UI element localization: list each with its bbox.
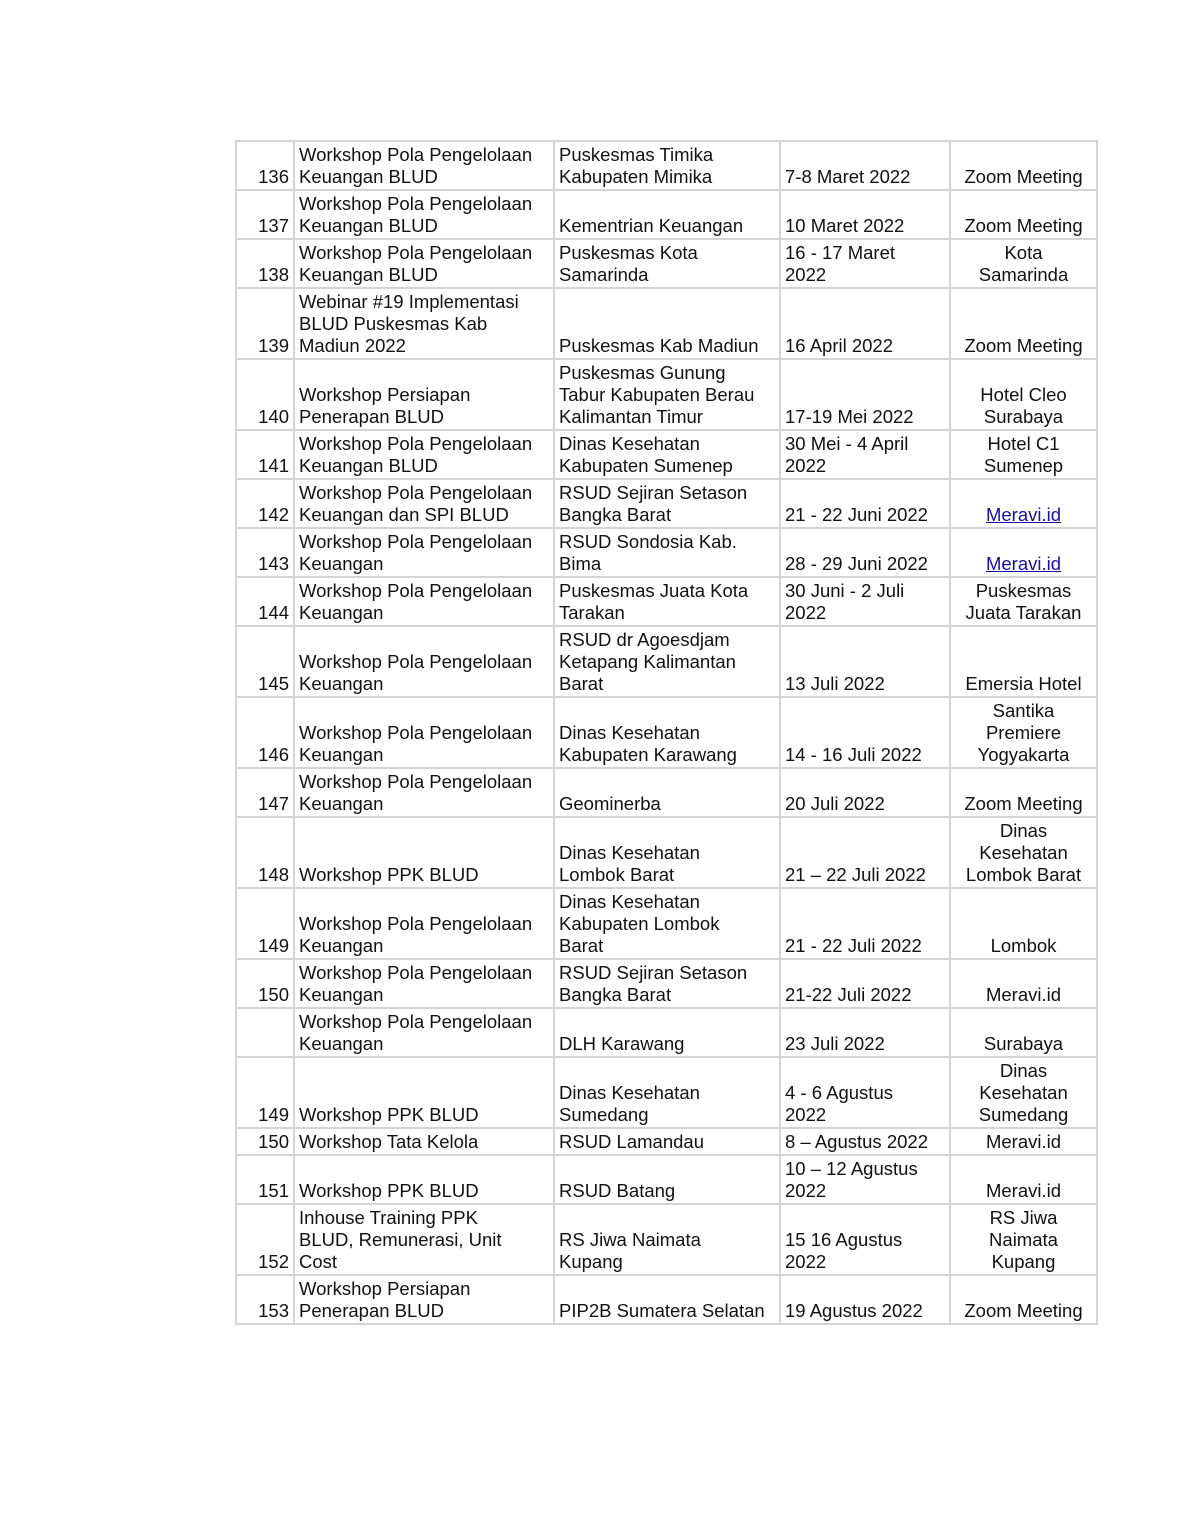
table-row [236, 1008, 1097, 1057]
event-date-cell [780, 359, 950, 430]
event-date-cell [780, 1155, 950, 1204]
venue: Santika Premiere Yogyakarta [977, 700, 1070, 765]
organizer-cell [554, 1128, 780, 1155]
organizer-cell [554, 479, 780, 528]
table-row [236, 528, 1097, 577]
organizer-cell [554, 817, 780, 888]
event-date: 23 Juli 2022 [785, 1033, 885, 1054]
venue: RS Jiwa Naimata Kupang [989, 1207, 1058, 1272]
event-name: Workshop Pola Pengelolaan Keuangan [299, 722, 533, 765]
venue: Zoom Meeting [964, 1300, 1083, 1321]
event-name: Workshop Pola Pengelolaan Keuangan BLUD [299, 193, 533, 236]
event-name-cell [294, 888, 554, 959]
organizer-cell [554, 626, 780, 697]
row-number-cell [236, 577, 294, 626]
event-name: Webinar #19 Implementasi BLUD Puskesmas Kab Madiun 2022 [299, 291, 519, 356]
organizer: Dinas Kesehatan Kabupaten Karawang [559, 722, 737, 765]
event-date-cell [780, 430, 950, 479]
row-number: 140 [258, 406, 289, 427]
event-name: Workshop PPK BLUD [299, 864, 479, 885]
venue: Emersia Hotel [965, 673, 1082, 694]
table-row [236, 141, 1097, 190]
event-name: Workshop Persiapan Penerapan BLUD [299, 1278, 471, 1321]
event-date: 20 Juli 2022 [785, 793, 885, 814]
row-number: 150 [258, 984, 289, 1005]
event-name-cell [294, 288, 554, 359]
organizer: PIP2B Sumatera Selatan [559, 1300, 765, 1321]
venue-cell [950, 359, 1097, 430]
event-name-cell [294, 1128, 554, 1155]
table-row [236, 577, 1097, 626]
venue: Meravi.id [985, 984, 1062, 1005]
event-date: 19 Agustus 2022 [785, 1300, 923, 1321]
event-date: 16 - 17 Maret 2022 [785, 242, 896, 285]
table-row [236, 959, 1097, 1008]
event-date: 30 Mei - 4 April 2022 [785, 433, 909, 476]
venue: Lombok [990, 935, 1057, 956]
event-date: 4 - 6 Agustus 2022 [785, 1082, 893, 1125]
venue-cell [950, 479, 1097, 528]
event-date-cell [780, 141, 950, 190]
event-date-cell [780, 626, 950, 697]
organizer: Geominerba [559, 793, 661, 814]
venue-cell [950, 626, 1097, 697]
table-row [236, 430, 1097, 479]
event-date-cell [780, 697, 950, 768]
event-name: Workshop Pola Pengelolaan Keuangan [299, 913, 533, 956]
event-date: 14 - 16 Juli 2022 [785, 744, 922, 765]
venue-cell [950, 1128, 1097, 1155]
venue-cell [950, 239, 1097, 288]
row-number: 150 [258, 1131, 289, 1152]
event-date-cell [780, 1275, 950, 1324]
event-date: 10 – 12 Agustus 2022 [785, 1158, 918, 1201]
venue-cell [950, 141, 1097, 190]
table-row [236, 1057, 1097, 1128]
event-date: 30 Juni - 2 Juli 2022 [785, 580, 905, 623]
organizer-cell [554, 359, 780, 430]
organizer-cell [554, 239, 780, 288]
venue: Meravi.id [985, 1180, 1062, 1201]
table-row [236, 1128, 1097, 1155]
event-name-cell [294, 1008, 554, 1057]
event-date-cell [780, 817, 950, 888]
event-date: 21 - 22 Juni 2022 [785, 504, 928, 525]
event-name-cell [294, 959, 554, 1008]
venue: Puskesmas Juata Tarakan [965, 580, 1082, 623]
row-number: 142 [258, 504, 289, 525]
venue: Zoom Meeting [964, 215, 1083, 236]
organizer: Dinas Kesehatan Sumedang [559, 1082, 700, 1125]
event-date-cell [780, 190, 950, 239]
organizer-cell [554, 190, 780, 239]
organizer: DLH Karawang [559, 1033, 685, 1054]
organizer: Dinas Kesehatan Kabupaten Lombok Barat [559, 891, 720, 956]
row-number: 139 [258, 335, 289, 356]
event-name: Workshop Pola Pengelolaan Keuangan [299, 1011, 533, 1054]
organizer-cell [554, 288, 780, 359]
organizer: RSUD Sondosia Kab. Bima [559, 531, 737, 574]
organizer: RS Jiwa Naimata Kupang [559, 1229, 701, 1272]
row-number: 149 [258, 935, 289, 956]
event-name: Workshop Pola Pengelolaan Keuangan [299, 651, 533, 694]
event-name-cell [294, 190, 554, 239]
event-name: Workshop Pola Pengelolaan Keuangan BLUD [299, 242, 533, 285]
table-row [236, 479, 1097, 528]
venue-cell [950, 1275, 1097, 1324]
row-number-cell [236, 959, 294, 1008]
event-name: Workshop PPK BLUD [299, 1180, 479, 1201]
venue-cell [950, 697, 1097, 768]
event-name-cell [294, 239, 554, 288]
row-number: 153 [258, 1300, 289, 1321]
event-name: Workshop Pola Pengelolaan Keuangan BLUD [299, 144, 533, 187]
row-number-cell [236, 1128, 294, 1155]
event-date: 21 – 22 Juli 2022 [785, 864, 926, 885]
organizer: Puskesmas Gunung Tabur Kabupaten Berau Kalimantan Timur [559, 362, 755, 427]
event-name: Workshop Pola Pengelolaan Keuangan [299, 771, 533, 814]
organizer-cell [554, 888, 780, 959]
row-number-cell [236, 697, 294, 768]
row-number: 152 [258, 1251, 289, 1272]
table-row [236, 1155, 1097, 1204]
event-name: Workshop Pola Pengelolaan Keuangan [299, 580, 533, 623]
venue-cell [950, 1008, 1097, 1057]
event-date-cell [780, 959, 950, 1008]
organizer-cell [554, 1057, 780, 1128]
event-date: 7-8 Maret 2022 [785, 166, 911, 187]
event-date: 21 - 22 Juli 2022 [785, 935, 922, 956]
organizer: Kementrian Keuangan [559, 215, 744, 236]
organizer-cell [554, 577, 780, 626]
event-name: Inhouse Training PPK BLUD, Remunerasi, Unit Cost [299, 1207, 502, 1272]
table-row [236, 697, 1097, 768]
venue: Zoom Meeting [964, 335, 1083, 356]
organizer-cell [554, 1275, 780, 1324]
venue: Kota Samarinda [978, 242, 1069, 285]
organizer-cell [554, 528, 780, 577]
row-number: 141 [258, 455, 289, 476]
organizer: RSUD Batang [559, 1180, 676, 1201]
event-name: Workshop PPK BLUD [299, 1104, 479, 1125]
event-date-cell [780, 1128, 950, 1155]
organizer-cell [554, 959, 780, 1008]
event-name-cell [294, 528, 554, 577]
event-date-cell [780, 1204, 950, 1275]
event-date-cell [780, 528, 950, 577]
organizer: RSUD Lamandau [559, 1131, 704, 1152]
event-name-cell [294, 1155, 554, 1204]
row-number-cell [236, 1204, 294, 1275]
organizer-cell [554, 768, 780, 817]
event-name-cell [294, 1275, 554, 1324]
row-number-cell [236, 626, 294, 697]
table-row [236, 888, 1097, 959]
event-name: Workshop Pola Pengelolaan Keuangan [299, 962, 533, 1005]
venue: Zoom Meeting [964, 166, 1083, 187]
venue-cell [950, 888, 1097, 959]
event-name-cell [294, 141, 554, 190]
event-name-cell [294, 430, 554, 479]
event-date-cell [780, 288, 950, 359]
organizer-cell [554, 1204, 780, 1275]
venue: Zoom Meeting [964, 793, 1083, 814]
table-row [236, 768, 1097, 817]
event-date-cell [780, 479, 950, 528]
organizer: RSUD Sejiran Setason Bangka Barat [559, 482, 748, 525]
event-date-cell [780, 239, 950, 288]
event-name-cell [294, 817, 554, 888]
event-date-cell [780, 768, 950, 817]
venue-link[interactable]: Meravi.id [985, 504, 1062, 525]
venue: Meravi.id [985, 1131, 1062, 1152]
organizer: Puskesmas Kota Samarinda [559, 242, 698, 285]
event-date: 10 Maret 2022 [785, 215, 905, 236]
event-name: Workshop Persiapan Penerapan BLUD [299, 384, 471, 427]
organizer-cell [554, 697, 780, 768]
row-number: 138 [258, 264, 289, 285]
row-number-cell [236, 239, 294, 288]
activity-table-body [236, 141, 1097, 1324]
organizer: RSUD Sejiran Setason Bangka Barat [559, 962, 748, 1005]
venue: Dinas Kesehatan Sumedang [978, 1060, 1069, 1125]
row-number-cell [236, 888, 294, 959]
event-name: Workshop Pola Pengelolaan Keuangan dan SPI BLUD [299, 482, 533, 525]
event-name-cell [294, 1204, 554, 1275]
event-name: Workshop Pola Pengelolaan Keuangan [299, 531, 533, 574]
event-name: Workshop Tata Kelola [299, 1131, 479, 1152]
table-row [236, 626, 1097, 697]
organizer-cell [554, 141, 780, 190]
venue-cell [950, 1155, 1097, 1204]
row-number-cell [236, 768, 294, 817]
row-number-cell [236, 1057, 294, 1128]
event-date: 17-19 Mei 2022 [785, 406, 914, 427]
row-number: 136 [258, 166, 289, 187]
event-date: 21-22 Juli 2022 [785, 984, 912, 1005]
row-number-cell [236, 430, 294, 479]
row-number-cell [236, 288, 294, 359]
organizer-cell [554, 1155, 780, 1204]
venue: Hotel C1 Sumenep [983, 433, 1064, 476]
organizer: Puskesmas Juata Kota Tarakan [559, 580, 749, 623]
event-name: Workshop Pola Pengelolaan Keuangan BLUD [299, 433, 533, 476]
table-row [236, 288, 1097, 359]
table-row [236, 817, 1097, 888]
event-date-cell [780, 1008, 950, 1057]
event-name-cell [294, 768, 554, 817]
event-date: 8 – Agustus 2022 [785, 1131, 928, 1152]
row-number: 145 [258, 673, 289, 694]
row-number: 151 [258, 1180, 289, 1201]
venue-cell [950, 817, 1097, 888]
venue-cell [950, 430, 1097, 479]
organizer: Dinas Kesehatan Kabupaten Sumenep [559, 433, 733, 476]
venue-cell [950, 528, 1097, 577]
event-date: 15 16 Agustus 2022 [785, 1229, 903, 1272]
venue: Dinas Kesehatan Lombok Barat [965, 820, 1082, 885]
venue-cell [950, 768, 1097, 817]
row-number-cell [236, 479, 294, 528]
venue-cell [950, 288, 1097, 359]
activity-table [235, 140, 1098, 1325]
organizer: RSUD dr Agoesdjam Ketapang Kalimantan Barat [559, 629, 736, 694]
event-name-cell [294, 479, 554, 528]
table-row [236, 1204, 1097, 1275]
event-name-cell [294, 359, 554, 430]
event-date: 28 - 29 Juni 2022 [785, 553, 928, 574]
row-number: 144 [258, 602, 289, 623]
row-number-cell [236, 359, 294, 430]
table-row [236, 190, 1097, 239]
organizer: Puskesmas Kab Madiun [559, 335, 759, 356]
row-number-cell [236, 528, 294, 577]
row-number: 137 [258, 215, 289, 236]
row-number-cell [236, 1275, 294, 1324]
row-number-cell [236, 190, 294, 239]
organizer: Dinas Kesehatan Lombok Barat [559, 842, 700, 885]
event-name-cell [294, 697, 554, 768]
organizer-cell [554, 430, 780, 479]
venue: Surabaya [983, 1033, 1064, 1054]
table-row [236, 239, 1097, 288]
venue-link[interactable]: Meravi.id [985, 553, 1062, 574]
row-number: 149 [258, 1104, 289, 1125]
row-number-cell [236, 817, 294, 888]
event-name-cell [294, 577, 554, 626]
row-number: 148 [258, 864, 289, 885]
organizer: Puskesmas Timika Kabupaten Mimika [559, 144, 714, 187]
row-number-cell [236, 1155, 294, 1204]
event-date: 16 April 2022 [785, 335, 894, 356]
event-name-cell [294, 1057, 554, 1128]
event-date-cell [780, 577, 950, 626]
row-number: 147 [258, 793, 289, 814]
event-date-cell [780, 1057, 950, 1128]
venue-cell [950, 577, 1097, 626]
table-row [236, 1275, 1097, 1324]
event-date: 13 Juli 2022 [785, 673, 885, 694]
venue-cell [950, 190, 1097, 239]
venue-cell [950, 1204, 1097, 1275]
event-name-cell [294, 626, 554, 697]
venue-cell [950, 959, 1097, 1008]
organizer-cell [554, 1008, 780, 1057]
row-number: 143 [258, 553, 289, 574]
table-row [236, 359, 1097, 430]
row-number-cell [236, 1008, 294, 1057]
venue: Hotel Cleo Surabaya [980, 384, 1067, 427]
event-date-cell [780, 888, 950, 959]
venue-cell [950, 1057, 1097, 1128]
row-number-cell [236, 141, 294, 190]
row-number: 146 [258, 744, 289, 765]
